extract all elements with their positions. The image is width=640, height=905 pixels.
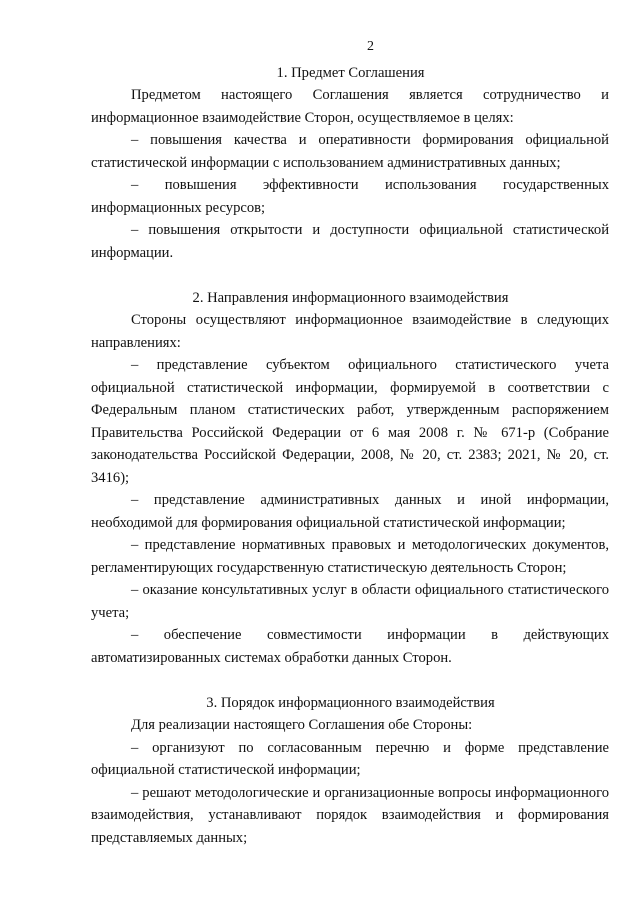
section-subject <box>91 62 610 264</box>
list-item: – обеспечение совместимости информации в действующих автоматизированных системах обработки данных Сторон. <box>91 627 609 666</box>
list-item: – представление административных данных и иной информации, необходимой для формирования официальной статистической информации; <box>91 492 609 531</box>
list-item: – оказание консультативных услуг в области официального статистического учета; <box>91 582 609 621</box>
list-item: – решают методологические и организационные вопросы информационного взаимодействия, устанавливают порядок взаимодействия и формирования представляемых данных; <box>91 784 609 846</box>
section-heading: 3. Порядок информационного взаимодействия <box>206 695 495 711</box>
list-item: – повышения эффективности использования государственных информационных ресурсов; <box>91 177 609 216</box>
list-item: – повышения открытости и доступности официальной статистической информации. <box>91 222 609 261</box>
section-procedure <box>91 692 610 849</box>
page-number: 2 <box>367 39 374 54</box>
paragraph: Стороны осуществляют информационное взаимодействие в следующих направлениях: <box>91 312 609 351</box>
paragraph: Для реализации настоящего Соглашения обе Стороны: <box>131 717 473 733</box>
section-heading: 2. Направления информационного взаимодействия <box>192 290 509 306</box>
paragraph: Предметом настоящего Соглашения является сотрудничество и информационное взаимодействие Сторон, осуществляемое в целях: <box>91 87 609 126</box>
section-heading: 1. Предмет Соглашения <box>276 65 425 81</box>
list-item: – представление нормативных правовых и методологических документов, регламентирующих государственную статистическую деятельность Сторон; <box>91 537 609 576</box>
list-item: – представление субъектом официального статистического учета официальной статистической информации, формируемой в соответствии с Федеральным планом статистических работ, утвержденным распоряжением Правительства Российской Федерации от 6 мая 2008 г. № 671-р (Собрание законодательства Российской Федерации, 2008, № 20, ст. 2383; 2021, № 20, ст. 3416); <box>91 357 609 486</box>
list-item: – организуют по согласованным перечню и форме представление официальной статистической информации; <box>91 739 609 778</box>
section-directions <box>91 287 610 669</box>
list-item: – повышения качества и оперативности формирования официальной статистической информации с использованием административных данных; <box>91 132 609 171</box>
